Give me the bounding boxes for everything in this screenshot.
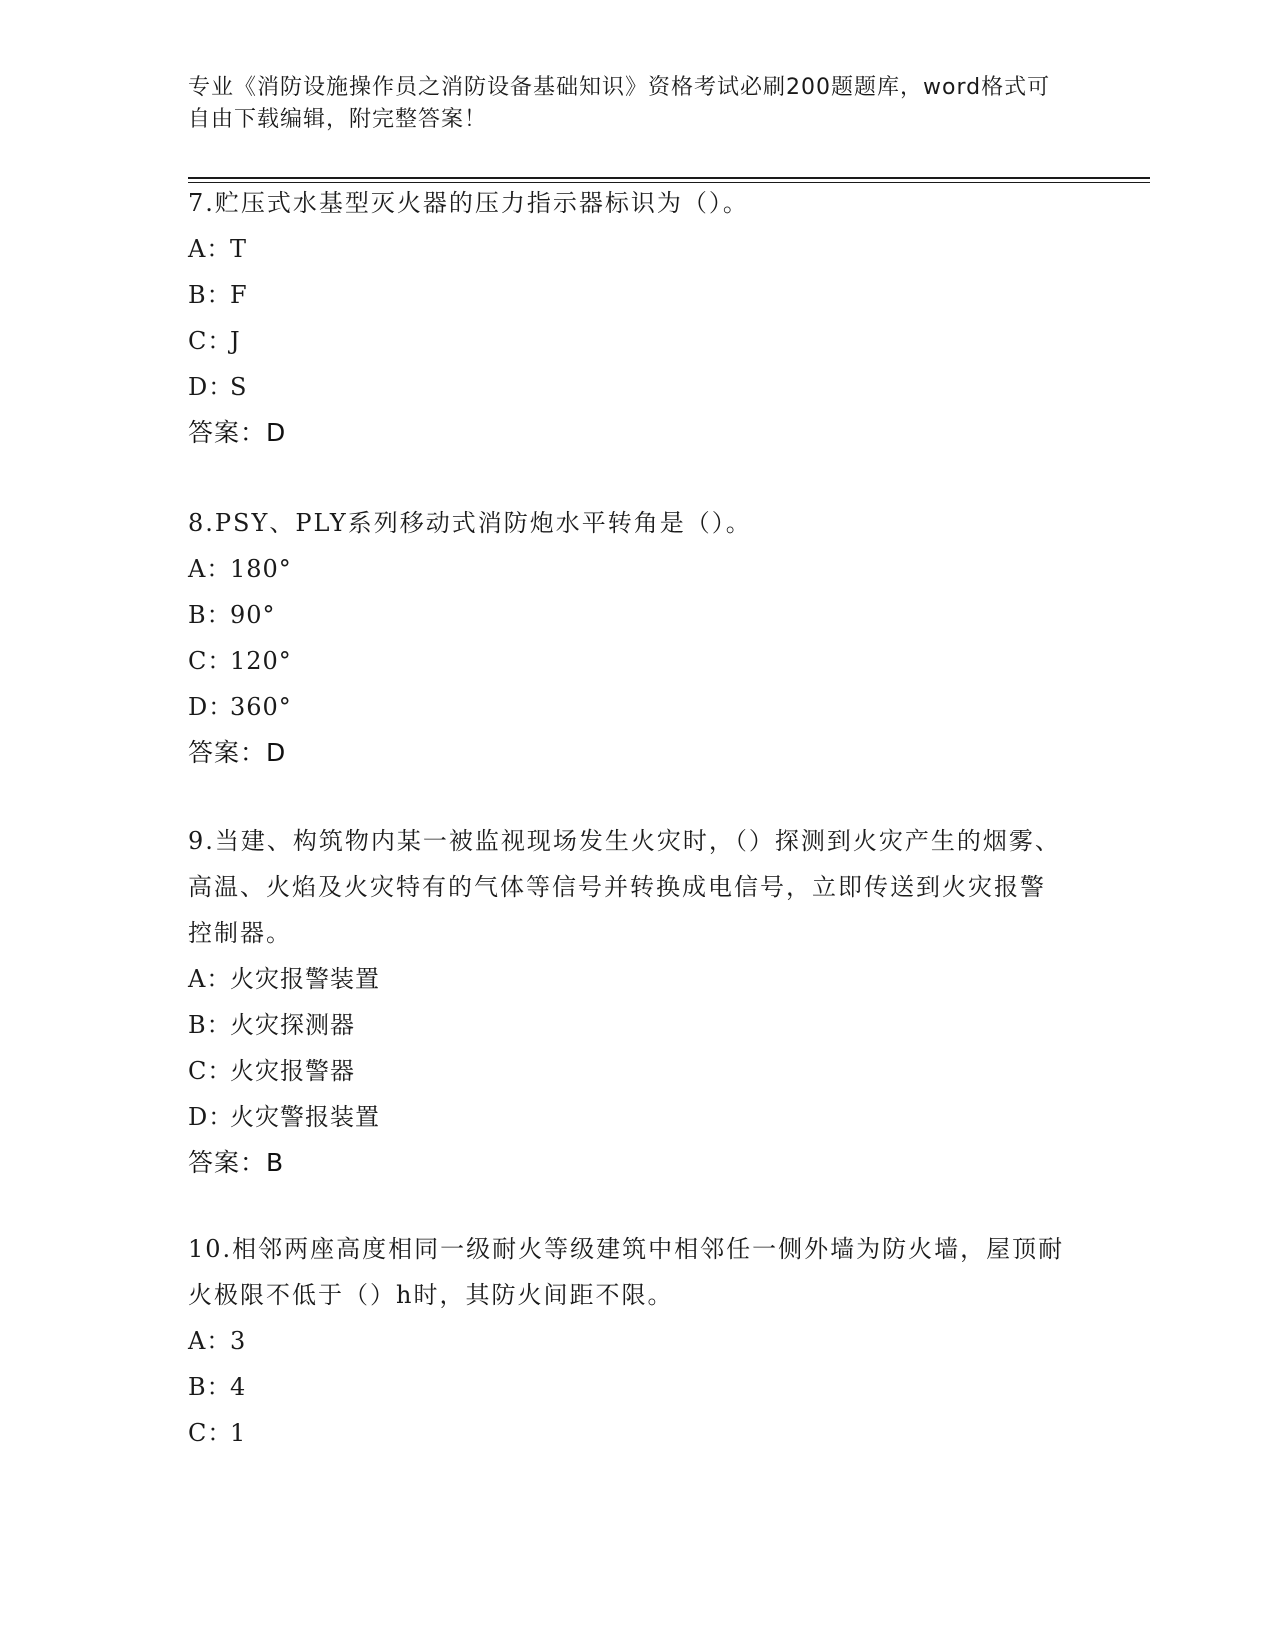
answer-line: 答案：B	[188, 1148, 285, 1177]
option-c	[188, 1048, 1068, 1094]
question-9	[188, 818, 1068, 1186]
option-text: J	[230, 327, 241, 355]
option-key: D：	[188, 1103, 234, 1131]
option-text: 180°	[230, 555, 292, 583]
option-key: B：	[188, 1011, 232, 1039]
question-stem: 10.相邻两座高度相同一级耐火等级建筑中相邻任一侧外墙为防火墙，屋顶耐火极限不低于（）h时，其防火间距不限。	[188, 1235, 1065, 1309]
option-a	[188, 546, 1068, 592]
option-key: B：	[188, 601, 232, 629]
option-d	[188, 1094, 1068, 1140]
option-text: 360°	[230, 693, 292, 721]
option-text: F	[230, 281, 248, 309]
option-key: C：	[188, 647, 233, 675]
answer-line: 答案：D	[188, 738, 287, 767]
option-text: 火灾探测器	[230, 1011, 355, 1039]
option-text: 4	[230, 1373, 247, 1401]
question-stem: 7.贮压式水基型灭火器的压力指示器标识为（）。	[188, 189, 749, 217]
option-a	[188, 1318, 1068, 1364]
option-key: B：	[188, 1373, 232, 1401]
option-c	[188, 638, 1068, 684]
option-text: 火灾报警装置	[230, 965, 380, 993]
option-text: 火灾警报装置	[230, 1103, 380, 1131]
option-key: A：	[188, 555, 232, 583]
document-header: 专业《消防设施操作员之消防设备基础知识》资格考试必刷200题题库，word格式可自由下载编辑，附完整答案！	[188, 75, 1051, 132]
header-divider-thick	[188, 177, 1150, 179]
question-stem: 8.PSY、PLY系列移动式消防炮水平转角是（）。	[188, 509, 752, 537]
answer-line: 答案：D	[188, 418, 287, 447]
question-8	[188, 500, 1068, 776]
option-text: S	[230, 373, 248, 401]
option-text: T	[230, 235, 248, 263]
option-text: 3	[230, 1327, 247, 1355]
option-d	[188, 684, 1068, 730]
option-c	[188, 1410, 1068, 1456]
option-key: D：	[188, 373, 234, 401]
option-b	[188, 1364, 1068, 1410]
option-text: 1	[230, 1419, 247, 1447]
option-a	[188, 226, 1068, 272]
option-key: D：	[188, 693, 234, 721]
option-text: 火灾报警器	[230, 1057, 355, 1085]
option-key: C：	[188, 327, 233, 355]
option-key: C：	[188, 1419, 233, 1447]
option-key: B：	[188, 281, 232, 309]
option-text: 120°	[230, 647, 292, 675]
option-b	[188, 592, 1068, 638]
question-10	[188, 1226, 1068, 1456]
option-key: A：	[188, 965, 232, 993]
option-key: C：	[188, 1057, 233, 1085]
option-key: A：	[188, 1327, 232, 1355]
option-b	[188, 1002, 1068, 1048]
option-c	[188, 318, 1068, 364]
option-a	[188, 956, 1068, 1002]
question-stem: 9.当建、构筑物内某一被监视现场发生火灾时，（）探测到火灾产生的烟雾、高温、火焰及火灾特有的气体等信号并转换成电信号，立即传送到火灾报警控制器。	[188, 827, 1061, 947]
option-d	[188, 364, 1068, 410]
question-7	[188, 180, 1068, 456]
option-key: A：	[188, 235, 232, 263]
option-b	[188, 272, 1068, 318]
option-text: 90°	[230, 601, 276, 629]
